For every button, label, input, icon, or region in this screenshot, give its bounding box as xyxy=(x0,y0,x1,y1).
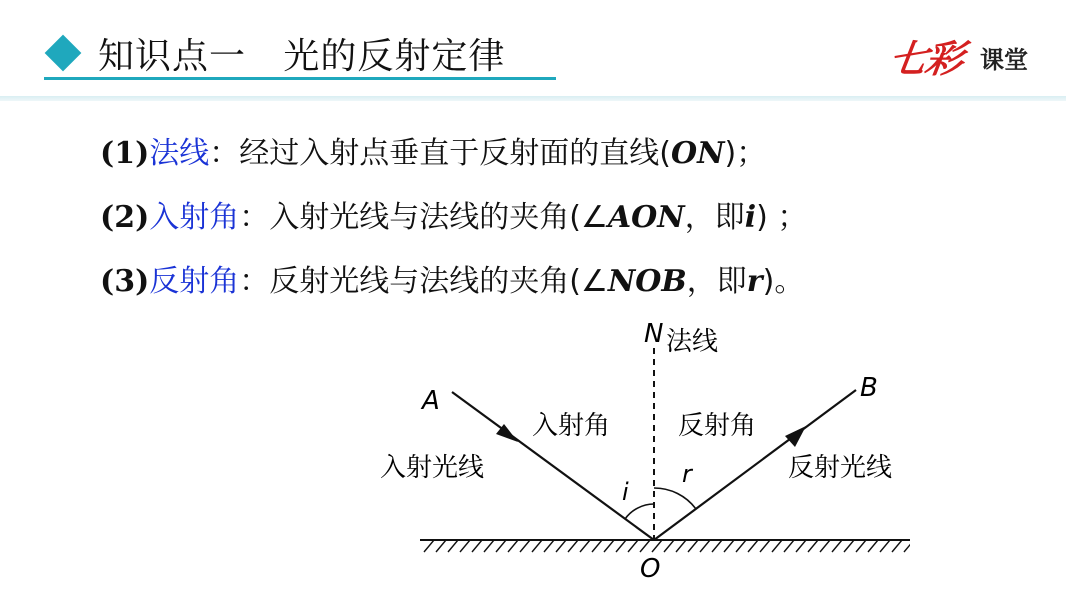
reflected-arrow-icon xyxy=(785,426,806,447)
definition-number: (1) xyxy=(100,136,150,171)
definition-number: (2) xyxy=(100,200,150,235)
header-divider xyxy=(0,96,1066,101)
label-i: i xyxy=(622,478,629,506)
definition-mid: ，即 xyxy=(684,200,745,235)
definition-text: 经过入射点垂直于反射面的直线( xyxy=(239,136,671,171)
label-normal: 法线 xyxy=(666,327,719,357)
definition-text: 反射光线与法线的夹角(∠ xyxy=(269,264,608,299)
label-reflected-ray: 反射光线 xyxy=(788,453,893,483)
angle-i-arc xyxy=(625,504,654,519)
definition-variable: i xyxy=(744,200,757,235)
title-topic: 光的反射定律 xyxy=(283,36,506,77)
label-a: A xyxy=(422,386,440,416)
slide-title xyxy=(98,28,505,79)
definition-tail: ) ； xyxy=(756,200,808,235)
qicai-ketang-logo xyxy=(888,28,1038,84)
definition-variable: r xyxy=(746,264,763,299)
label-incident-ray: 入射光线 xyxy=(380,453,485,483)
label-n: N xyxy=(644,319,664,349)
logo-main-text: 七彩 xyxy=(886,36,965,81)
label-reflection-angle: 反射角 xyxy=(678,411,757,441)
definition-colon: ： xyxy=(209,136,240,171)
label-incidence-angle: 入射角 xyxy=(532,411,611,441)
definition-term: 入射角 xyxy=(149,200,240,235)
label-r: r xyxy=(682,460,692,488)
slide-header xyxy=(0,0,1066,100)
title-underline xyxy=(44,77,556,80)
definition-normal xyxy=(100,132,807,196)
definition-mid: ，即 xyxy=(686,264,747,299)
label-b: B xyxy=(860,373,878,403)
diamond-bullet-icon xyxy=(45,35,82,72)
definition-number: (3) xyxy=(100,264,150,299)
definition-symbol: ON xyxy=(670,136,725,171)
label-o: O xyxy=(640,554,661,584)
definition-angle-of-incidence xyxy=(100,196,807,260)
definition-symbol: AON xyxy=(607,200,685,235)
definition-colon: ： xyxy=(239,200,270,235)
definition-term: 反射角 xyxy=(149,264,240,299)
mirror-hatching xyxy=(424,540,914,552)
definition-colon: ： xyxy=(239,264,270,299)
definition-term: 法线 xyxy=(149,136,210,171)
logo-sub-text: 课堂 xyxy=(980,46,1028,74)
reflection-diagram xyxy=(360,312,920,592)
angle-r-arc xyxy=(654,488,696,509)
definition-tail: )； xyxy=(724,136,767,171)
title-section-label: 知识点一 xyxy=(98,36,247,77)
definition-list xyxy=(100,132,807,324)
definition-text: 入射光线与法线的夹角(∠ xyxy=(269,200,608,235)
definition-tail: )。 xyxy=(762,264,805,299)
definition-symbol: NOB xyxy=(607,264,687,299)
